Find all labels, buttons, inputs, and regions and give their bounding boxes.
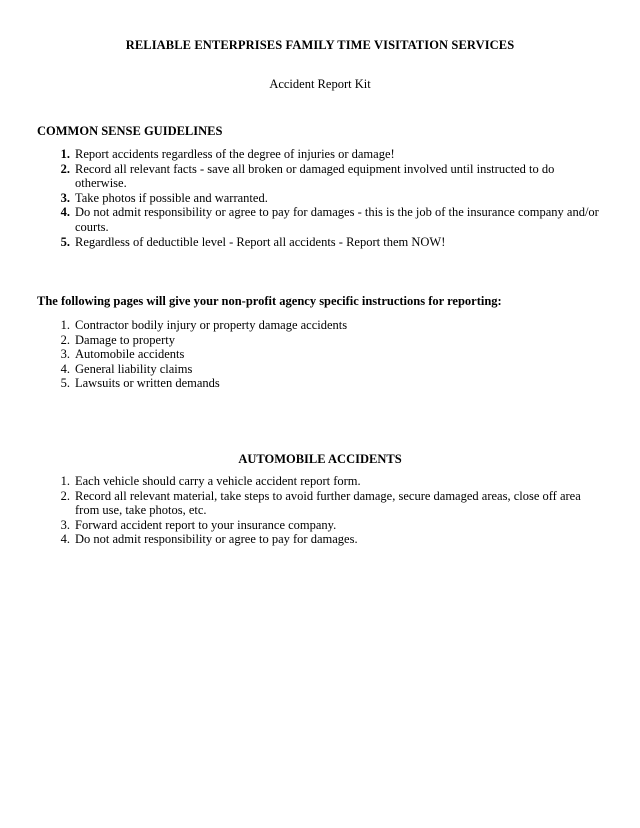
list-text: Automobile accidents xyxy=(75,347,185,362)
list-item xyxy=(57,376,605,391)
list-number: 3. xyxy=(60,190,70,205)
list-text: Do not admit responsibility or agree to pay for damages. xyxy=(75,532,358,547)
list-text: Each vehicle should carry a vehicle accident report form. xyxy=(75,474,361,488)
list-number: 3. xyxy=(60,517,70,532)
list-item xyxy=(57,362,605,377)
instructions-heading: The following pages will give your non-profit agency specific instructions for reporting: xyxy=(37,294,502,308)
guidelines-heading: COMMON SENSE GUIDELINES xyxy=(37,124,223,138)
automobile-heading: AUTOMOBILE ACCIDENTS xyxy=(238,452,402,466)
list-number: 2. xyxy=(60,161,70,176)
list-number: 1. xyxy=(60,474,70,488)
list-number: 3. xyxy=(60,347,70,362)
list-number: 2. xyxy=(60,332,70,347)
list-text: Do not admit responsibility or agree to pay for damages - this is the job of the insurance company and/or courts. xyxy=(75,205,599,234)
list-text: Lawsuits or written demands xyxy=(75,376,220,391)
document-title: RELIABLE ENTERPRISES FAMILY TIME VISITATION SERVICES xyxy=(125,38,515,52)
list-number: 2. xyxy=(60,488,70,503)
list-item xyxy=(57,235,605,250)
guidelines-list xyxy=(57,147,605,249)
automobile-list xyxy=(57,474,587,547)
list-text: Contractor bodily injury or property damage accidents xyxy=(75,318,348,332)
list-text: Record all relevant material, take steps to avoid further damage, secure damaged areas, close off area from use, take photos, etc. xyxy=(75,488,581,518)
list-item xyxy=(57,147,605,162)
list-number: 4. xyxy=(60,205,70,220)
document-subtitle: Accident Report Kit xyxy=(269,77,371,91)
list-number: 5. xyxy=(60,376,70,391)
list-item xyxy=(57,518,587,533)
list-text: Report accidents regardless of the degree of injuries or damage! xyxy=(75,147,395,161)
list-text: Take photos if possible and warranted. xyxy=(75,190,268,205)
list-item xyxy=(57,318,605,333)
list-number: 4. xyxy=(60,361,70,376)
list-item xyxy=(57,532,587,547)
list-item xyxy=(57,489,587,518)
instructions-list xyxy=(57,318,605,391)
list-text: Damage to property xyxy=(75,332,175,347)
list-text: Regardless of deductible level - Report all accidents - Report them NOW! xyxy=(75,234,446,249)
list-item xyxy=(57,205,605,234)
list-item xyxy=(57,474,587,489)
list-text: General liability claims xyxy=(75,361,193,376)
list-number: 5. xyxy=(60,234,70,249)
list-number: 4. xyxy=(60,532,70,547)
list-number: 1. xyxy=(60,318,70,332)
list-item xyxy=(57,333,605,348)
list-item xyxy=(57,347,605,362)
list-text: Forward accident report to your insurance company. xyxy=(75,517,337,532)
list-item xyxy=(57,191,605,206)
list-text: Record all relevant facts - save all broken or damaged equipment involved until instructed to do otherwise. xyxy=(75,161,555,191)
list-number: 1. xyxy=(60,147,70,161)
list-item xyxy=(57,162,605,191)
